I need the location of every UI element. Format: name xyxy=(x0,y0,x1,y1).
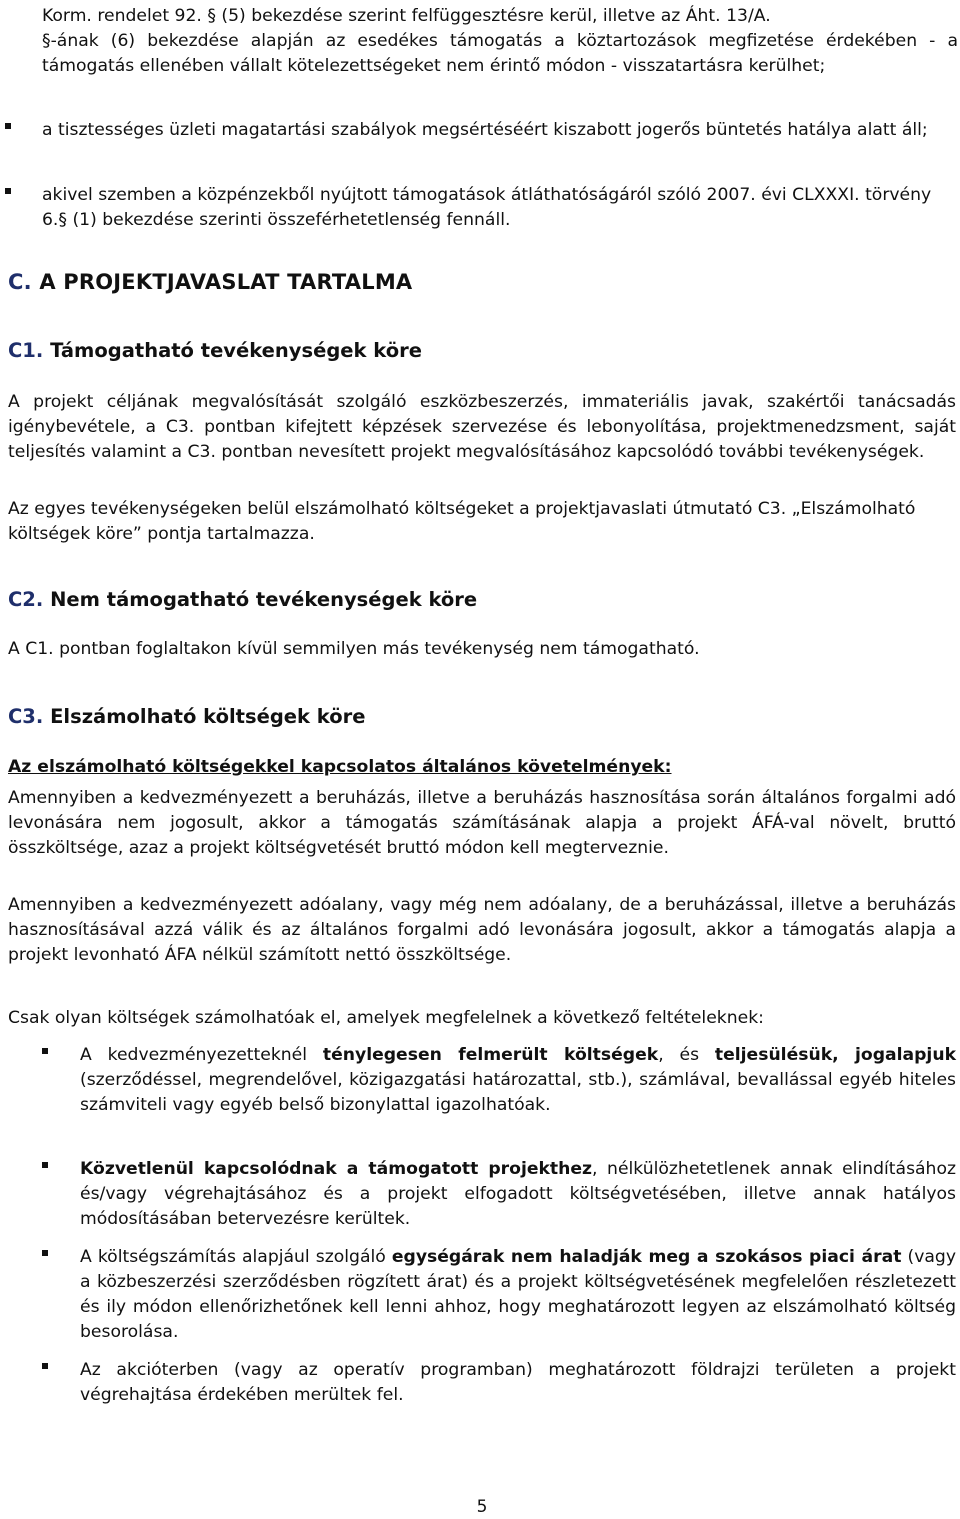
c3-bullet-3-text-b: (vagy a közbeszerzési szerződésben rögzített árat) és a projekt költségvetésének megfelelően részletezett és ily módon ellenőrizhetőnek kell lenni ahhoz, hogy meghatározott legyen az elszámolható költség besorolása. xyxy=(80,1247,956,1342)
c3-bullet-2-text: , nélkülözhetetlenek annak elindításához és/vagy végrehajtásához és a projekt elfogadott költségvetésében, illetve annak hatályos módosításában betervezésre kerültek. xyxy=(80,1159,956,1229)
c3-bullet-1-text-c: (szerződéssel, megrendelővel, közigazgatási határozattal, stb.), számlával, bevallással egyéb hiteles számviteli vagy egyéb belső bizonylattal igazolhatóak. xyxy=(80,1070,956,1115)
section-c-heading xyxy=(8,269,412,295)
c3-bullet-3 xyxy=(80,1245,956,1345)
c3-bullet-1-text-a: A kedvezményezetteknél xyxy=(80,1045,323,1065)
bullet-icon xyxy=(42,1363,48,1369)
c3-paragraph-2: Amennyiben a kedvezményezett adóalany, vagy még nem adóalany, de a beruházással, illetve a beruházás hasznosításával azzá válik és az általános forgalmi adó levonására jogosult, akkor a támogatás alapja a projekt levonható ÁFA nélkül számított nettó összköltsége. xyxy=(8,895,956,965)
c3-bullet-3-bold: egységárak nem haladják meg a szokásos piaci árat xyxy=(391,1247,902,1267)
c3-bullet-1 xyxy=(80,1043,956,1118)
intro-paragraph: §-ának (6) bekezdése alapján az esedékes támogatás a köztartozások megfizetése érdekében - a támogatás ellenében vállalt kötelezettségeket nem érintő módon - visszatartásra kerülhet; xyxy=(42,31,958,76)
c3-subheading: Az elszámolható költségekkel kapcsolatos általános követelmények: xyxy=(8,757,672,777)
section-c-title: A PROJEKTJAVASLAT TARTALMA xyxy=(39,270,413,294)
c3-bullet-3-text-a: A költségszámítás alapjául szolgáló xyxy=(80,1247,392,1267)
c1-paragraph-1: A projekt céljának megvalósítását szolgáló eszközbeszerzés, immateriális javak, szakértői tanácsadás igénybevétele, a C3. pontban kifejtett képzések szervezése és lebonyolítása, projektmenedzsment, saját teljesítés valamint a C3. pontban nevesített projekt megvalósításához kapcsolódó további tevékenységek. xyxy=(8,392,956,462)
c3-bullet-1-bold-b: teljesülésük, jogalapjuk xyxy=(714,1045,956,1065)
c3-bullet-2-bold: Közvetlenül kapcsolódnak a támogatott projekthez xyxy=(80,1159,593,1179)
c2-number: C2. xyxy=(8,588,44,611)
c2-paragraph: A C1. pontban foglaltakon kívül semmilyen más tevékenység nem támogatható. xyxy=(8,639,700,659)
c3-paragraph-1: Amennyiben a kedvezményezett a beruházás, illetve a beruházás hasznosítása során általános forgalmi adó levonására nem jogosult, akkor a támogatás számításának alapja a projekt ÁFÁ-val növelt, bruttó összköltsége, azaz a projekt költségvetését bruttó módon kell megterveznie. xyxy=(8,788,956,858)
c2-title: Nem támogatható tevékenységek köre xyxy=(50,588,478,611)
bullet-icon xyxy=(5,188,11,194)
c2-heading xyxy=(8,587,477,613)
intro-line1: Korm. rendelet 92. § (5) bekezdése szerint felfüggesztésre kerül, illetve az Áht. 13/A. xyxy=(42,6,771,26)
c3-bullet-1-text-b: , és xyxy=(658,1045,715,1065)
c1-paragraph-2: Az egyes tevékenységeken belül elszámolható költségeket a projektjavaslati útmutató C3. „Elszámolható költségek köre” pontja tartalmazza. xyxy=(8,499,916,544)
c3-title: Elszámolható költségek köre xyxy=(50,705,366,728)
c3-bullet-4: Az akcióterben (vagy az operatív programban) meghatározott földrajzi területen a projekt végrehajtása érdekében merültek fel. xyxy=(80,1360,956,1405)
bullet-icon xyxy=(5,123,11,129)
c3-bullet-2 xyxy=(80,1157,956,1232)
bullet-icon xyxy=(42,1162,48,1168)
top-bullet-1: a tisztességes üzleti magatartási szabályok megsértéséért kiszabott jogerős büntetés hatálya alatt áll; xyxy=(42,120,928,140)
page-number: 5 xyxy=(476,1497,488,1517)
c1-heading xyxy=(8,338,422,364)
bullet-icon xyxy=(42,1048,48,1054)
c1-title: Támogatható tevékenységek köre xyxy=(50,339,422,362)
c3-bullet-1-bold-a: ténylegesen felmerült költségek xyxy=(322,1045,659,1065)
c1-number: C1. xyxy=(8,339,44,362)
c3-number: C3. xyxy=(8,705,44,728)
c3-paragraph-3: Csak olyan költségek számolhatóak el, amelyek megfelelnek a következő feltételeknek: xyxy=(8,1008,764,1028)
bullet-icon xyxy=(42,1250,48,1256)
top-bullet-2: akivel szemben a közpénzekből nyújtott támogatások átláthatóságáról szóló 2007. évi CLXXXI. törvény 6.§ (1) bekezdése szerinti összeférhetetlenség fennáll. xyxy=(42,185,932,230)
c3-heading xyxy=(8,704,365,730)
section-c-number: C. xyxy=(8,270,32,294)
